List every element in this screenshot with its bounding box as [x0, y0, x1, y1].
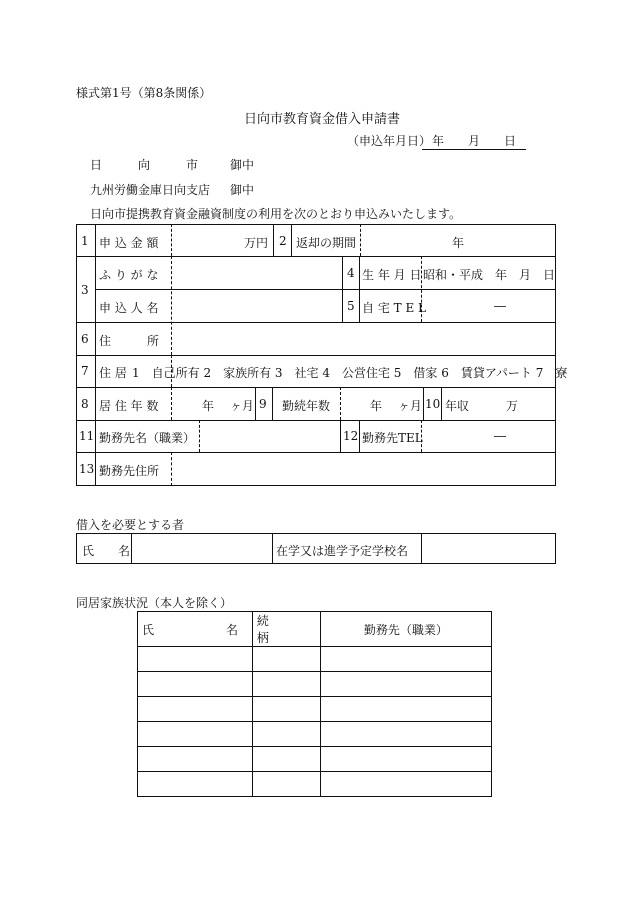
borrower-section-title: 借入を必要とする者: [76, 518, 185, 532]
employer-address-field[interactable]: [173, 454, 554, 484]
addressee-city: 日 向 市: [90, 158, 199, 172]
borrower-name-label: 氏 名: [82, 544, 131, 558]
row-number: 4: [347, 266, 355, 280]
employer-name-label: 勤務先名（職業）: [99, 431, 196, 445]
row-number: 9: [259, 397, 267, 411]
page-title: 日向市教育資金借入申請書: [244, 112, 401, 127]
residence-options[interactable]: 1 自己所有 2 家族所有 3 社宅 4 公営住宅 5 借家 6 賃貸アパート 7 寮: [132, 366, 568, 380]
family-name-cell[interactable]: [138, 772, 253, 797]
birthdate-field[interactable]: 昭和・平成 年 月 日: [423, 268, 556, 282]
home-phone-label: 自 宅 T E L: [362, 301, 426, 315]
home-phone-field[interactable]: ―: [494, 299, 506, 313]
family-name-cell[interactable]: [138, 647, 253, 672]
row-number: 8: [81, 397, 89, 411]
family-employer-cell[interactable]: [320, 672, 491, 697]
residence-years-label: 居 住 年 数: [99, 399, 159, 413]
residence-label: 住 居: [99, 366, 127, 380]
date-field[interactable]: 年 月 日: [422, 132, 526, 150]
repayment-period-label: 返却の期間: [296, 236, 357, 250]
school-name-label: 在学又は進学予定学校名: [276, 544, 409, 558]
address-label: 住 所: [99, 334, 160, 348]
row-number: 10: [425, 397, 441, 411]
addressee-city-suffix: 御中: [230, 158, 255, 172]
form-number: 様式第1号（第8条関係）: [76, 86, 212, 100]
applicant-name-label: 申 込 人 名: [99, 301, 159, 315]
row-number: 3: [81, 283, 89, 297]
table-row: [138, 647, 492, 672]
borrower-name-field[interactable]: [133, 535, 270, 562]
table-row: [138, 772, 492, 797]
family-relationship-cell[interactable]: [252, 697, 320, 722]
addressee-bank-suffix: 御中: [230, 183, 255, 197]
row-number: 13: [79, 462, 95, 476]
employer-phone-label: 勤務先TEL: [362, 431, 423, 445]
family-section-title: 同居家族状況（本人を除く）: [76, 596, 233, 610]
table-row: [138, 672, 492, 697]
intro-text: 日向市提携教育資金融資制度の利用を次のとおり申込みいたします。: [90, 207, 462, 221]
furigana-field[interactable]: [172, 258, 340, 287]
years-employed-label: 勤続年数: [282, 399, 331, 413]
family-relationship-cell[interactable]: [252, 672, 320, 697]
repayment-period-unit: 年: [452, 236, 465, 250]
addressee-bank: 九州労働金庫日向支店: [90, 183, 211, 197]
birthdate-label: 生 年 月 日: [362, 268, 422, 282]
family-relationship-cell[interactable]: [252, 747, 320, 772]
residence-years-field[interactable]: 年 ヶ月: [202, 399, 254, 413]
table-header-row: [138, 612, 492, 647]
row-number: 2: [279, 234, 287, 248]
row-number: 1: [81, 234, 89, 248]
family-relationship-cell[interactable]: [252, 722, 320, 747]
loan-amount-label: 申 込 金 額: [99, 236, 159, 250]
annual-income-field[interactable]: 万: [506, 399, 519, 413]
row-number: 7: [81, 364, 89, 378]
column-header-employer: 勤務先（職業）: [320, 612, 491, 647]
school-name-field[interactable]: [423, 535, 554, 562]
row-number: 6: [81, 332, 89, 346]
annual-income-label: 年収: [445, 399, 470, 413]
table-row: [138, 747, 492, 772]
address-field[interactable]: [172, 324, 554, 353]
family-employer-cell[interactable]: [320, 697, 491, 722]
table-row: [138, 697, 492, 722]
row-number: 5: [347, 299, 355, 313]
column-header-relationship: 続 柄: [252, 612, 320, 647]
family-name-cell[interactable]: [138, 672, 253, 697]
column-header-name: 氏 名: [138, 612, 253, 647]
row-number: 12: [343, 429, 359, 443]
family-relationship-cell[interactable]: [252, 647, 320, 672]
date-label: （申込年月日）: [347, 134, 432, 148]
family-relationship-cell[interactable]: [252, 772, 320, 797]
family-name-cell[interactable]: [138, 697, 253, 722]
family-employer-cell[interactable]: [320, 722, 491, 747]
table-row: [138, 722, 492, 747]
years-employed-field[interactable]: 年 ヶ月: [370, 399, 422, 413]
family-employer-cell[interactable]: [320, 647, 491, 672]
family-name-cell[interactable]: [138, 722, 253, 747]
employer-name-field[interactable]: [201, 422, 338, 450]
row-number: 11: [79, 429, 95, 443]
employer-address-label: 勤務先住所: [99, 464, 160, 478]
applicant-name-field[interactable]: [172, 291, 340, 320]
family-table: [137, 611, 492, 797]
furigana-label: ふ り が な: [99, 268, 159, 282]
family-employer-cell[interactable]: [320, 747, 491, 772]
loan-amount-unit: 万円: [244, 236, 269, 250]
employer-phone-field[interactable]: ―: [494, 429, 506, 443]
family-employer-cell[interactable]: [320, 772, 491, 797]
family-name-cell[interactable]: [138, 747, 253, 772]
